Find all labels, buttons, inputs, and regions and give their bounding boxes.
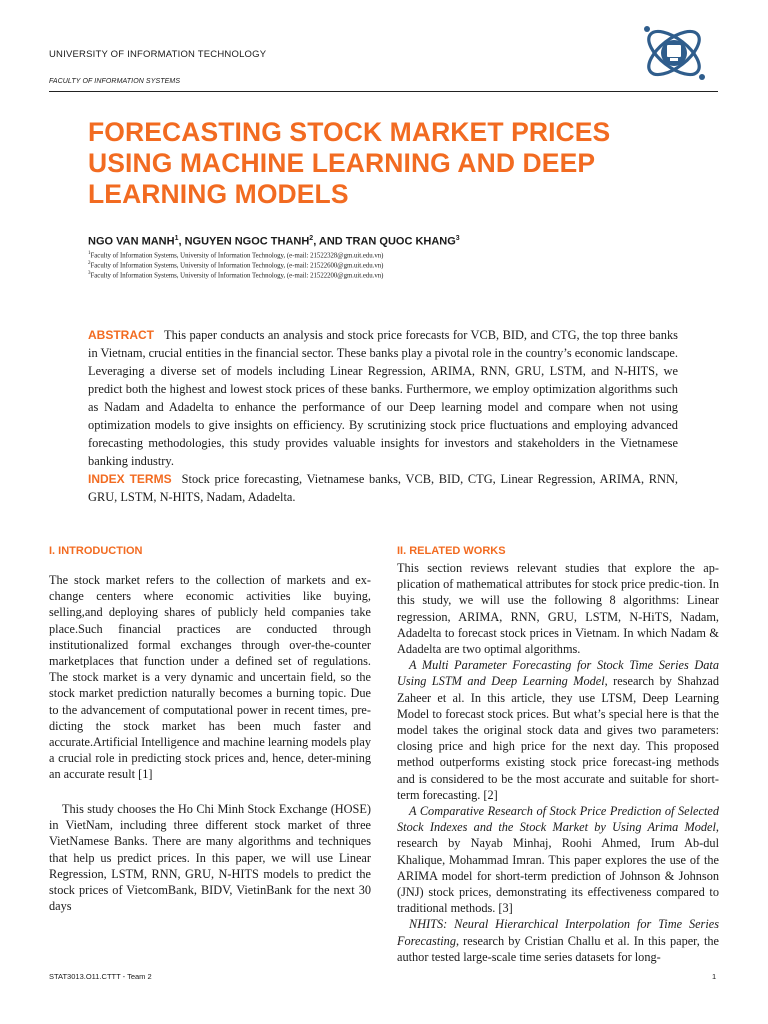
citation-text: , research by Cristian Challu et al. In this paper, the author tested large-scale time series datasets for long- bbox=[397, 933, 719, 964]
faculty-name: FACULTY OF INFORMATION SYSTEMS bbox=[49, 78, 181, 85]
cited-title: NHITS: Neural Hierarchical Interpolation for Time Series Forecasting bbox=[397, 917, 719, 948]
related-paragraph-2 bbox=[397, 657, 719, 803]
header-rule bbox=[49, 91, 718, 92]
affiliation-sup: 1 bbox=[88, 251, 91, 256]
abstract-text: This paper conducts an analysis and stock price forecasts for VCB, BID, and CTG, the top three banks in Vietnam, crucial entities in the financial sector. These banks play a pivotal role in the country’s economic landscape. Leveraging a diverse set of models including Linear Regression, ARIMA, RNN, GRU, LSTM, and N-HITS, we predict both the highest and lowest stock prices of these banks. Furthermore, we employ optimization algorithms such as Nadam and Adadelta to enhance the performance of our Deep learning model and compare when not using optimization models to give insights on efficiency. By scrutinizing stock price fluctuations and employing advanced forecasting methodologies, this study provides valuable insights for investors and stakeholders in the Vietnamese banking industry. bbox=[88, 328, 678, 468]
section-heading-introduction: I. INTRODUCTION bbox=[49, 545, 143, 557]
page-number: 1 bbox=[712, 972, 717, 981]
university-logo-icon bbox=[636, 16, 712, 88]
author-3: TRAN QUOC KHANG bbox=[345, 235, 456, 248]
citation-text: , research by Nayab Minhaj, Roohi Ahmed, Irum Ab-dul Khalique, Mohammad Imran. This paper explores the use of the ARIMA model for short-term prediction of Johnson & Johnson (JNJ) stock prices, demonstrating its effectiveness compared to traditional methods. [3] bbox=[397, 820, 719, 916]
author-3-sup: 3 bbox=[455, 235, 460, 242]
cited-title: A Comparative Research of Stock Price Prediction of Selected Stock Indexes and the Stock Market by Using Arima Model bbox=[397, 804, 719, 835]
related-paragraph-1: This section reviews relevant studies that explore the ap-plication of mathematical attributes for stock price predic-tion. In this study, we will use the following 8 algorithms: Linear regression, ARIMA, RNN, GRU, LSTM, N-HiTS, Nadam, Adadelta to forecast stock prices in Vietnam. In which Nadam & Adadelta are two optimal algorithms. bbox=[397, 561, 719, 657]
index-terms bbox=[88, 470, 678, 506]
related-paragraph-3 bbox=[397, 803, 719, 916]
cited-title: A Multi Parameter Forecasting for Stock Time Series Data Using LSTM and Deep Learning Model bbox=[397, 658, 719, 689]
paper-title: FORECASTING STOCK MARKET PRICES USING MACHINE LEARNING AND DEEP LEARNING MODELS bbox=[88, 117, 611, 209]
author-1-sup: 1 bbox=[174, 235, 179, 242]
author-separator: , bbox=[178, 235, 185, 248]
related-paragraph-4 bbox=[397, 916, 719, 965]
author-1: NGO VAN MANH bbox=[88, 235, 175, 248]
index-terms-label: INDEX TERMS bbox=[88, 472, 172, 486]
university-name: UNIVERSITY OF INFORMATION TECHNOLOGY bbox=[49, 49, 267, 60]
citation-text: , research by Shahzad Zaheer et al. In this article, they use LTSM, Deep Learning Model to forecast stock prices. But what’s special here is that the model takes the original stock data and gives two parameters: closing price and high price for the next day. This proposed method outperforms existing stock price forecast-ing methods and is considered to be the most accurate and suitable for short-term forecasting. [2] bbox=[397, 674, 719, 802]
affiliation-text: Faculty of Information Systems, University of Information Technology, (e-mail: 21522200@gm.uit.edu.vn) bbox=[90, 272, 384, 280]
section-heading-related-works: II. RELATED WORKS bbox=[397, 545, 506, 557]
affiliation-sup: 2 bbox=[88, 261, 91, 266]
abstract-label: ABSTRACT bbox=[88, 328, 154, 342]
affiliation-3 bbox=[88, 269, 383, 280]
index-terms-text: Stock price forecasting, Vietnamese banks, VCB, BID, CTG, Linear Regression, ARIMA, RNN, GRU, LSTM, N-HITS, Nadam, Adadelta. bbox=[88, 472, 678, 504]
intro-paragraph-2: This study chooses the Ho Chi Minh Stock Exchange (HOSE) in VietNam, including three different stock market of three VietNamese Banks. There are many algorithms and techniques that help us predict prices. In this paper, we will use Linear Regression, LSTM, RNN, GRU, N-HITS models to predict the stock prices of VietcomBank, BIDV, VietinBank for the next 30 days bbox=[49, 802, 371, 914]
author-2: NGUYEN NGOC THANH bbox=[184, 235, 310, 248]
intro-paragraph-1: The stock market refers to the collection of markets and ex-change centers where economic activities like buying, selling,and deploying shares of publicly held companies take place.Such financial practices are conducted through institutionalized formal exchanges through over-the-counter marketplaces that function under a defined set of regulations. The stock market is a very dynamic and uncertain field, so the stock market prediction naturally becomes a burning topic. Due to the advancement of computational power in recent times, pre-dicting the stock market has been much faster and accurate.Artificial Intelligence and machine learning models play a crucial role in predicting stock prices and, hence, deter-mining an accurate result [1] bbox=[49, 573, 371, 782]
abstract bbox=[88, 326, 678, 470]
related-works-body bbox=[397, 560, 719, 965]
author-list bbox=[88, 235, 460, 248]
author-separator: , AND bbox=[313, 235, 346, 248]
footer-course-team: STAT3013.O11.CTTT - Team 2 bbox=[49, 972, 152, 981]
affiliation-text: Faculty of Information Systems, University of Information Technology, (e-mail: 21522600@gm.uit.edu.vn) bbox=[90, 262, 384, 270]
affiliation-sup: 3 bbox=[88, 271, 91, 276]
affiliation-text: Faculty of Information Systems, University of Information Technology, (e-mail: 21522328@gm.uit.edu.vn) bbox=[90, 252, 384, 260]
author-2-sup: 2 bbox=[309, 235, 314, 242]
